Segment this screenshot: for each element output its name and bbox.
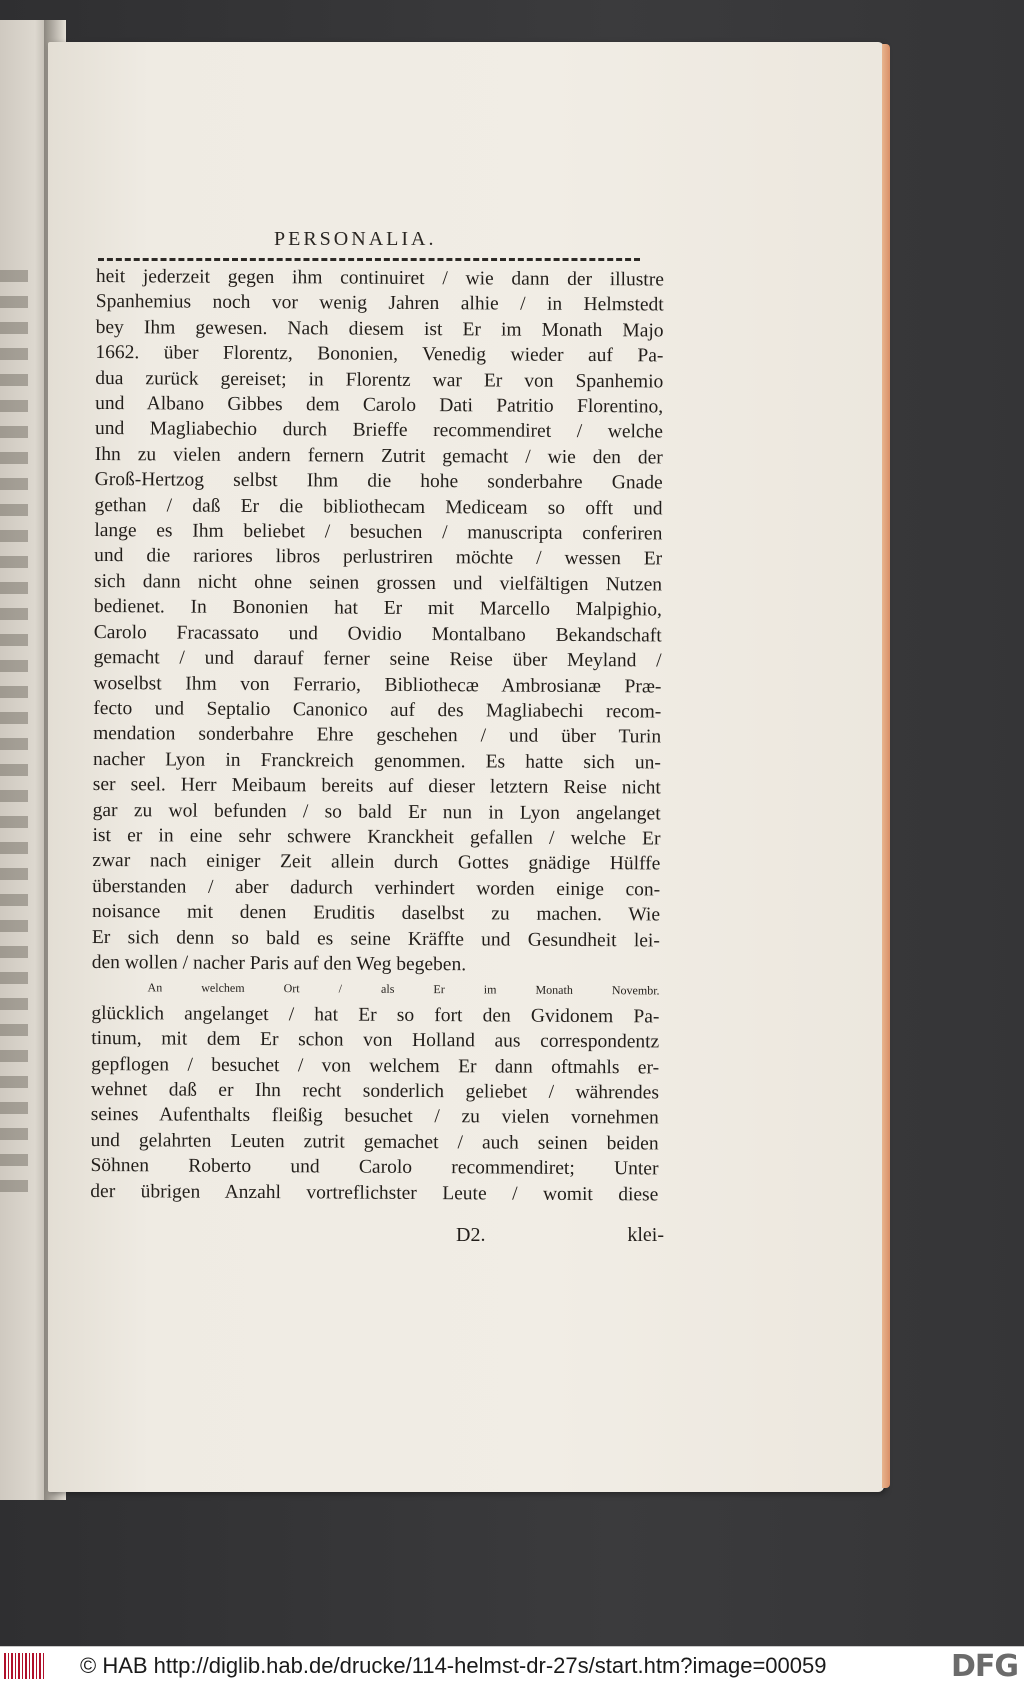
text-line: den wollen / nacher Paris auf den Weg begeben. [91,951,467,976]
signature-mark: D2. [456,1224,486,1246]
text-line: der übrigen Anzahl vortreflichster Leute / womit diese [90,1180,659,1206]
text-line: zwar nach einiger Zeit allein durch Gottes gnädige Hülffe [92,850,661,875]
text-line: Er sich denn so bald es seine Kräffte und Gesundheit lei- [91,926,660,952]
text-line: bedienet. In Bononien hat Er mit Marcello Malpighio, [93,596,662,621]
text-line: bey Ihm gewesen. Nach diesem ist Er im Monath Majo [95,316,664,342]
text-line: noisance mit denen Eruditis daselbst zu machen. Wie [91,901,661,926]
text-line: An welchem Ort / als Er im Monath Novembr. [147,980,660,998]
text-line: ist er in eine sehr schwere Kranckheit gefallen / welche Er [92,824,661,850]
page-footer-line [456,1224,664,1247]
text-line: lange es Ihm beliebet / besuchen / manuscripta conferiren [94,520,663,545]
text-line: dua zurück gereiset; in Florentz war Er von Spanhemio [95,367,664,393]
text-line: gethan / daß Er die bibliothecam Mediceam so offt und [94,494,663,520]
barcode-icon [4,1653,46,1679]
viewer-footer [0,1646,1024,1684]
text-line: glücklich angelanget / hat Er so fort den Gvidonem Pa- [91,1002,660,1028]
text-line: mendation sonderbahre Ehre geschehen / und über Turin [93,723,662,748]
text-line: Ihn zu vielen andern fernern Zutrit gemacht / wie den der [94,443,663,469]
text-line: wehnet daß er Ihn recht sonderlich geliebet / währendes [90,1078,660,1104]
text-line: 1662. über Florentz, Bononien, Venedig wieder auf Pa- [95,342,664,367]
copyright-link[interactable]: © HAB http://diglib.hab.de/drucke/114-helmst-dr-27s/start.htm?image=00059 [80,1652,827,1678]
previous-page-text-edge [0,270,28,1200]
text-line: und gelahrten Leuten zutrit gemachet / auch seinen beiden [90,1129,659,1155]
text-line: nacher Lyon in Franckreich genommen. Es hatte sich un- [92,748,662,774]
text-line: und Albano Gibbes dem Carolo Dati Patritio Florentino, [95,393,664,418]
text-line: überstanden / aber dadurch verhindert worden einige con- [92,875,661,901]
dfg-logo: DFG [950,1649,1018,1684]
text-line: ser seel. Herr Meibaum bereits auf dieser letztern Reise nicht [92,774,661,799]
text-line: tinum, mit dem Er schon von Holland aus correspondentz [91,1028,660,1053]
text-line: sich dann nicht ohne seinen grossen und vielfältigen Nutzen [93,570,663,596]
text-line: Spanhemius noch vor wenig Jahren alhie / in Helmstedt [95,291,664,316]
body-text [90,264,664,1207]
text-line: gemacht / und darauf ferner seine Reise über Meyland / [93,647,662,672]
page-edge [882,44,890,1488]
text-line: und die rariores libros perlustriren möchte / wessen Er [94,545,663,570]
text-line: gepflogen / besuchet / von welchem Er dann oftmahls er- [91,1053,660,1079]
running-header: PERSONALIA. [274,228,437,250]
header-rule [98,258,640,261]
text-line: Söhnen Roberto und Carolo recommendiret; Unter [90,1155,659,1180]
text-line: seines Aufenthalts fleißig besuchet / zu vielen vornehmen [90,1104,659,1129]
text-line: woselbst Ihm von Ferrario, Bibliothecæ Ambrosianæ Præ- [93,672,662,697]
text-line: Groß-Hertzog selbst Ihm die hohe sonderbahre Gnade [94,469,663,494]
text-line: heit jederzeit gegen ihm continuiret / wie dann der illustre [95,265,664,291]
text-line: fecto und Septalio Canonico auf des Magliabechi recom- [93,697,662,723]
text-line: Carolo Fracassato und Ovidio Montalbano Bekandschaft [93,621,662,647]
catchword: klei- [627,1224,664,1246]
previous-page [0,20,50,1500]
text-line: gar zu wol befunden / so bald Er nun in Lyon angelanget [92,799,661,824]
text-line: und Magliabechio durch Brieffe recommendiret / welche [94,418,664,443]
